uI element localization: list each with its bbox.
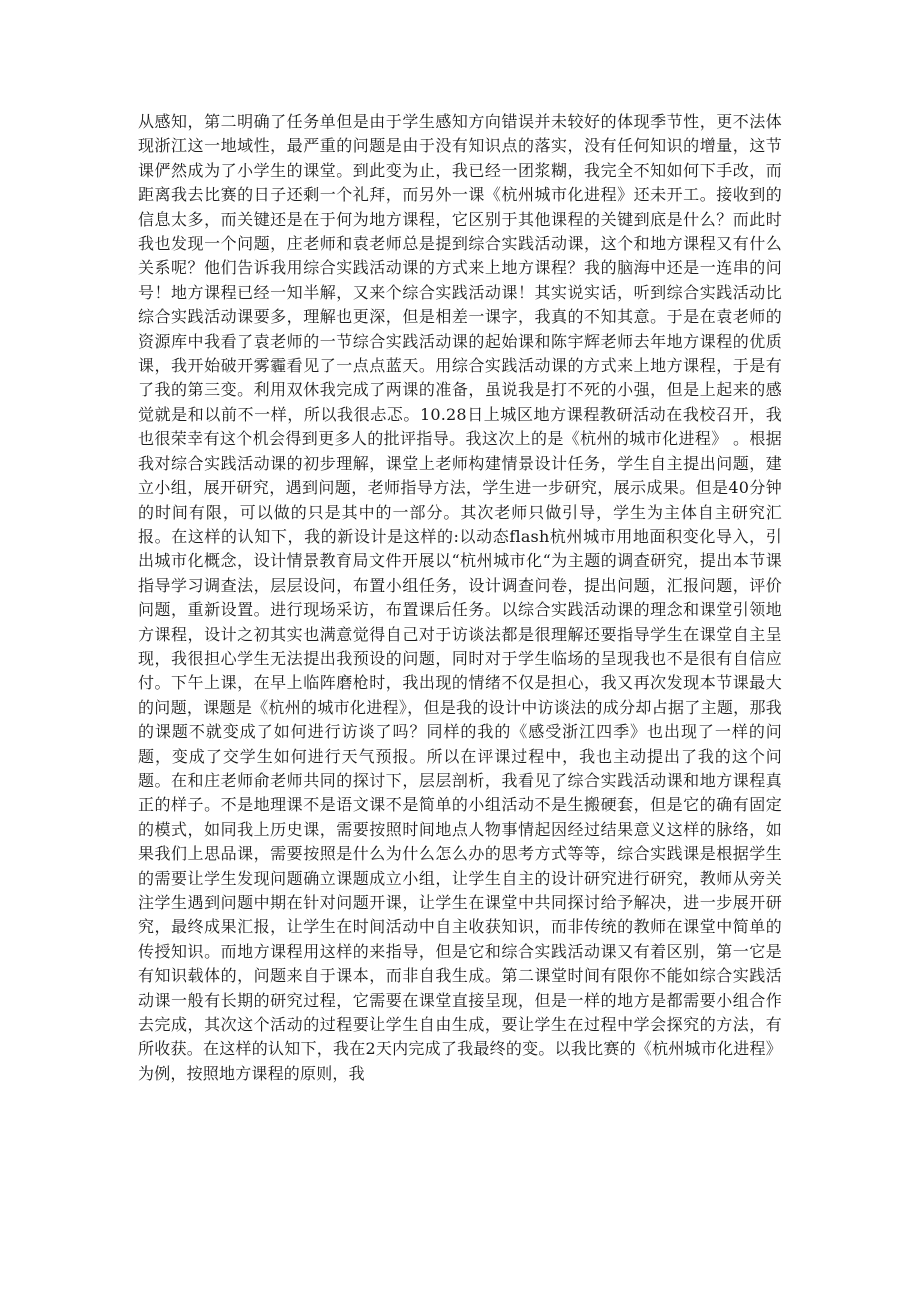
body-paragraph: 从感知，第二明确了任务单但是由于学生感知方向错误并未较好的体现季节性，更不法体现浙江这一地域性，最严重的问题是由于没有知识点的落实，没有任何知识的增量，这节课俨然成为了小学生的课堂。到此变为止，我已经一团浆糊，我完全不知如何下手改，而距离我去比赛的日子还剩一个礼拜，而另外一课《杭州城市化进程》还未开工。接收到的信息太多，而关键还是在于何为地方课程，它区别于其他课程的关键到底是什么？而此时我也发现一个问题，庄老师和袁老师总是提到综合实践活动课，这个和地方课程又有什么关系呢？他们告诉我用综合实践活动课的方式来上地方课程？我的脑海中还是一连串的问号！地方课程已经一知半解，又来个综合实践活动课！其实说实话，听到综合实践活动比综合实践活动课要多，理解也更深，但是相差一课字，我真的不知其意。于是在袁老师的资源库中我看了袁老师的一节综合实践活动课的起始课和陈宇辉老师去年地方课程的优质课，我开始破开雾霾看见了一点点蓝天。用综合实践活动课的方式来上地方课程，于是有了我的第三变。利用双休我完成了两课的准备，虽说我是打不死的小强，但是上起来的感觉就是和以前不一样，所以我很忐忑。10.28日上城区地方课程教研活动在我校召开，我也很荣幸有这个机会得到更多人的批评指导。我这次上的是《杭州的城市化进程》 。根据我对综合实践活动课的初步理解，课堂上老师构建情景设计任务，学生自主提出问题，建立小组，展开研究，遇到问题，老师指导方法，学生进一步研究，展示成果。但是40分钟的时间有限，可以做的只是其中的一部分。其次老师只做引导，学生为主体自主研究汇报。在这样的认知下，我的新设计是这样的:以动态flash杭州城市用地面积变化导入，引出城市化概念，设计情景教育局文件开展以“杭州城市化“为主题的调查研究，提出本节课指导学习调查法，层层设问，布置小组任务，设计调查问卷，提出问题，汇报问题，评价问题，重新设置。进行现场采访，布置课后任务。以综合实践活动课的理念和课堂引领地方课程，设计之初其实也满意觉得自己对于访谈法都是很理解还要指导学生在课堂自主呈现，我很担心学生无法提出我预设的问题，同时对于学生临场的呈现我也不是很有自信应付。下午上课，在早上临阵磨枪时，我出现的情绪不仅是担心，我又再次发现本节课最大的问题，课题是《杭州的城市化进程》，但是我的设计中访谈法的成分却占据了主题，那我的课题不就变成了如何进行访谈了吗？同样的我的《感受浙江四季》也出现了一样的问题，变成了交学生如何进行天气预报。所以在评课过程中，我也主动提出了我的这个问题。在和庄老师俞老师共同的探讨下，层层剖析，我看见了综合实践活动课和地方课程真正的样子。不是地理课不是语文课不是简单的小组活动不是生搬硬套，但是它的确有固定的模式，如同我上历史课，需要按照时间地点人物事情起因经过结果意义这样的脉络，如果我们上思品课，需要按照是什么为什么怎么办的思考方式等等，综合实践课是根据学生的需要让学生发现问题确立课题成立小组，让学生自主的设计研究进行研究，教师从旁关注学生遇到问题中期在针对问题开课，让学生在课堂中共同探讨给予解决，进一步展开研究，最终成果汇报，让学生在时间活动中自主收获知识，而非传统的教师在课堂中简单的传授知识。而地方课程用这样的来指导，但是它和综合实践活动课又有着区别，第一它是有知识载体的，问题来自于课本，而非自我生成。第二课堂时间有限你不能如综合实践活动课一般有长期的研究过程，它需要在课堂直接呈现，但是一样的地方是都需要小组合作去完成，其次这个活动的过程要让学生自由生成，要让学生在过程中学会探究的方法，有所收获。在这样的认知下，我在2天内完成了我最终的变。以我比赛的《杭州城市化进程》为例，按照地方课程的原则，我 [138, 112, 782, 1083]
